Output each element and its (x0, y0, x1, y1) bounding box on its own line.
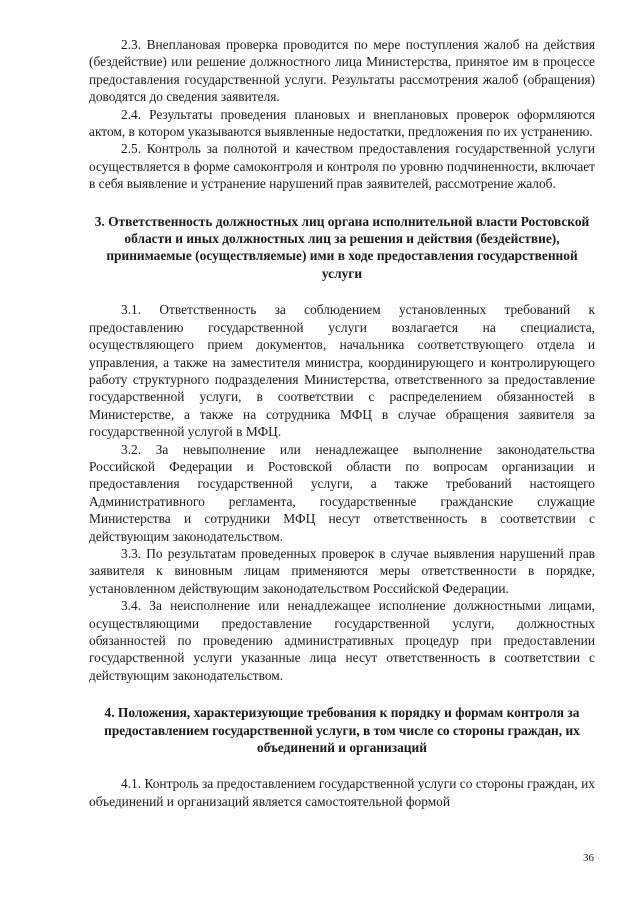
page-number: 36 (583, 852, 594, 864)
document-page (89, 36, 595, 810)
section-3-heading: 3. Ответственность должностных лиц органа исполнительной власти Ростовской области и иных должностных лиц за решения и действия (бездействие), принимаемые (осуществляемые) ими в ходе предоставления государственной услуги (94, 213, 590, 281)
paragraph-3-2: 3.2. За невыполнение или ненадлежащее выполнение законодательства Российской Федерации и Ростовской области по вопросам организации и предоставления государственной услуги, а также требований настоящего Административного регламента, государственные гражданские служащие Министерства и сотрудники МФЦ несут ответственность в соответствии с действующим законодательством. (89, 441, 595, 544)
paragraph-3-4: 3.4. За неисполнение или ненадлежащее исполнение должностными лицами, осуществляющими предоставление государственной услуги, должностных обязанностей по проведению административных процедур при предоставлении государственной услуги указанные лица несут ответственность в соответствии с действующим законодательством. (89, 598, 595, 683)
paragraph-2-5: 2.5. Контроль за полнотой и качеством предоставления государственной услуги осуществляется в форме самоконтроля и контроля по уровню подчиненности, включает в себя выявление и устранение нарушений прав заявителей, рассмотрение жалоб. (89, 141, 595, 192)
paragraph-2-4: 2.4. Результаты проведения плановых и внеплановых проверок оформляются актом, в котором указываются выявленные недостатки, предложения по их устранению. (89, 106, 595, 140)
paragraph-4-1: 4.1. Контроль за предоставлением государственной услуги со стороны граждан, их объединений и организаций является самостоятельной формой (89, 776, 595, 809)
paragraph-3-3: 3.3. По результатам проведенных проверок в случае выявления нарушений прав заявителя к виновным лицам применяются меры ответственности в порядке, установленном действующим законодательством Российской Федерации. (89, 545, 595, 596)
paragraph-3-1: 3.1. Ответственность за соблюдением установленных требований к предоставлению государственной услуги возлагается на специалиста, осуществляющего прием документов, начальника соответствующего отдела и управления, а также на заместителя министра, координирующего и контролирующего работу структурного подразделения Министерства, ответственного за предоставление государственной услуги, в соответствии с распределением обязанностей в Министерстве, а также на сотрудника МФЦ в случае обращения заявителя за государственной услугой в МФЦ. (89, 302, 595, 440)
paragraph-2-3: 2.3. Внеплановая проверка проводится по мере поступления жалоб на действия (бездействие) или решение должностного лица Министерства, принятое им в процессе предоставления государственной услуги. Результаты рассмотрения жалоб (обращения) доводятся до сведения заявителя. (89, 37, 595, 105)
section-4-heading: 4. Положения, характеризующие требования к порядку и формам контроля за предоставлением государственной услуги, в том числе со стороны граждан, их объединений и организаций (104, 705, 580, 756)
